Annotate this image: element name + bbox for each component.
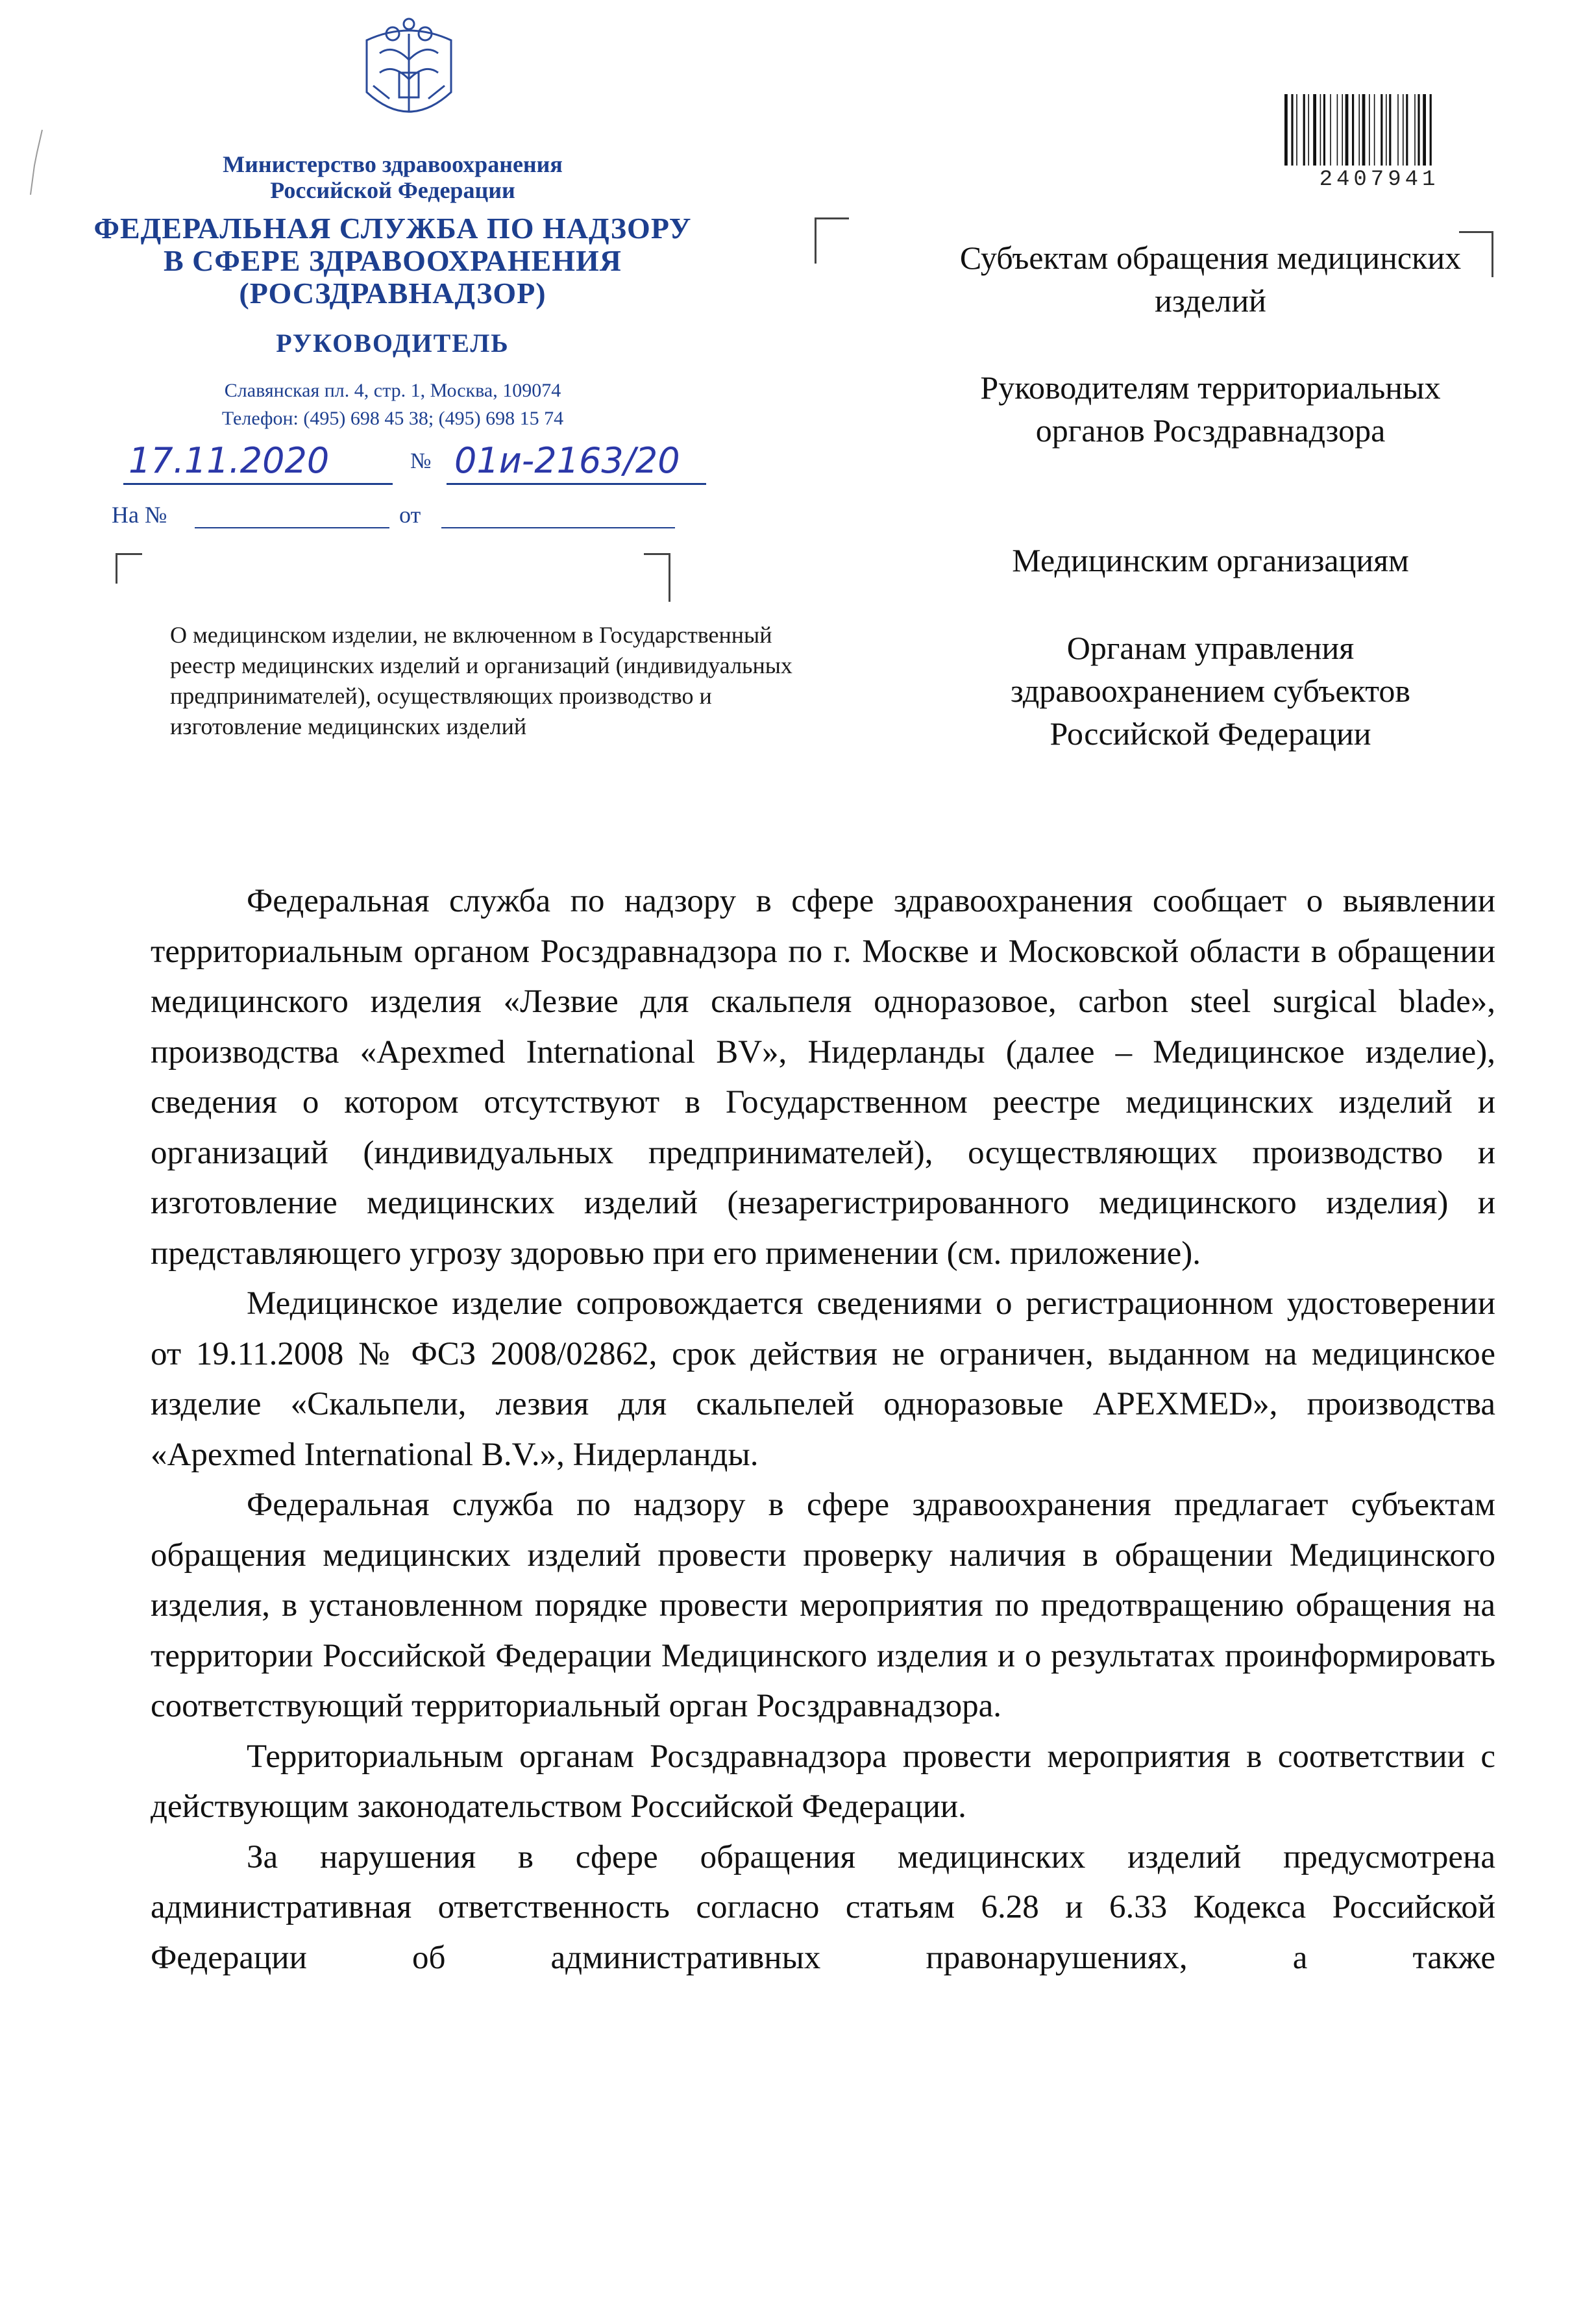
body-paragraph: Территориальным органам Росздравнадзора провести мероприятия в соответствии с действующим законодательством Российской Федерации. <box>151 1738 1495 1825</box>
addressee-item: Медицинским организациям <box>1012 542 1409 578</box>
body-paragraph: Федеральная служба по надзору в сфере здравоохранения сообщает о выявлении территориальным органом Росздравнадзора по г. Москве и Московской области в обращении медицинского изделия «Лезвие для скальпеля одноразовое, carbon steel surgical blade», производства «Apexmed International BV», Нидерланды (далее – Медицинское изделие), сведения о котором отсутствуют в Государственном реестре медицинских изделий и организаций (индивидуальных предпринимателей), осуществляющих производство и изготовление медицинских изделий (незарегистрированного медицинского изделия) и представляющего угрозу здоровью при его применении (см. приложение). <box>151 883 1495 1272</box>
letter-subject: О медицинском изделии, не включенном в Государственный реестр медицинских изделий и организаций (индивидуальных предпринимателей), осуществляющих производство и изготовление медицинских изделий <box>170 622 792 739</box>
ministry-line-1: Министерство здравоохранения <box>223 151 563 177</box>
number-underline <box>447 483 706 485</box>
letter-body <box>151 876 1495 1983</box>
barcode-number: 2407941 <box>1319 167 1440 192</box>
barcode-bar <box>1342 94 1343 166</box>
subject-corner-left <box>116 553 142 584</box>
addressee-item: Руководителям территориальных органов Росздравнадзора <box>980 369 1441 449</box>
reference-number-blank <box>195 527 389 528</box>
body-paragraph: Медицинское изделие сопровождается сведениями о регистрационном удостоверении от 19.11.2008 № ФСЗ 2008/02862, срок действия не ограничен, выданном на медицинское изделие «Скальпели, лезвия для скальпелей одноразовые APEXMED», производства «Apexmed International B.V.», Нидерланды. <box>151 1285 1495 1473</box>
addressee-item: Органам управления здравоохранением субъектов Российской Федерации <box>1010 630 1411 752</box>
barcode-bar <box>1313 94 1316 166</box>
service-name-line-3: (РОСЗДРАВНАДЗОР) <box>239 277 546 310</box>
reference-date-label: от <box>399 502 421 528</box>
barcode-bar <box>1320 94 1321 166</box>
barcode-bar <box>1330 94 1331 166</box>
date-underline <box>123 483 393 485</box>
service-name-line-1: ФЕДЕРАЛЬНАЯ СЛУЖБА ПО НАДЗОРУ <box>93 212 692 245</box>
addressee-corner-left <box>815 217 849 264</box>
head-title: РУКОВОДИТЕЛЬ <box>276 328 509 358</box>
barcode-bar <box>1369 94 1370 166</box>
barcode <box>1282 94 1477 166</box>
barcode-bar <box>1389 94 1391 166</box>
barcode-bar <box>1323 94 1325 166</box>
barcode-bar <box>1352 94 1354 166</box>
barcode-bar <box>1291 94 1293 166</box>
barcode-bar <box>1423 94 1426 166</box>
phone-numbers: Телефон: (495) 698 45 38; (495) 698 15 74 <box>221 408 564 429</box>
margin-pencil-mark <box>23 127 49 198</box>
barcode-bar <box>1303 94 1305 166</box>
barcode-bar <box>1296 94 1297 166</box>
barcode-bar <box>1337 94 1338 166</box>
barcode-bar <box>1414 94 1416 166</box>
reference-date-blank <box>441 527 675 528</box>
reference-number-label: На № <box>112 502 167 528</box>
coat-of-arms-icon <box>354 14 464 138</box>
barcode-bar <box>1345 94 1349 166</box>
barcode-bar <box>1308 94 1309 166</box>
ministry-line-2: Российской Федерации <box>270 177 515 203</box>
addressee-item: Субъектам обращения медицинских изделий <box>959 240 1462 319</box>
body-paragraph: Федеральная служба по надзору в сфере здравоохранения предлагает субъектам обращения медицинских изделий провести проверку наличия в обращении Медицинского изделия, в установленном порядке провести мероприятия по предотвращению обращения на территории Российской Федерации Медицинского изделия и о результатах проинформировать соответствующий территориальный орган Росздравнадзора. <box>151 1487 1495 1724</box>
subject-corner-right <box>644 553 670 602</box>
postal-address: Славянская пл. 4, стр. 1, Москва, 109074 <box>224 380 561 401</box>
body-paragraph: За нарушения в сфере обращения медицинских изделий предусмотрена административная ответственность согласно статьям 6.28 и 6.33 Кодекса Российской Федерации об административных правонарушениях, а также <box>151 1838 1495 1976</box>
outgoing-number: 01и-2163/20 <box>454 440 680 481</box>
barcode-bar <box>1403 94 1404 166</box>
barcode-bar <box>1386 94 1387 166</box>
barcode-bar <box>1418 94 1419 166</box>
number-sign: № <box>410 449 432 473</box>
barcode-bar <box>1430 94 1432 166</box>
barcode-bar <box>1374 94 1375 166</box>
barcode-bar <box>1362 94 1366 166</box>
barcode-bar <box>1397 94 1399 166</box>
outgoing-date: 17.11.2020 <box>129 440 330 481</box>
barcode-bar <box>1358 94 1360 166</box>
barcode-bar <box>1406 94 1408 166</box>
barcode-bar <box>1381 94 1382 166</box>
service-name-line-2: В СФЕРЕ ЗДРАВООХРАНЕНИЯ <box>164 244 622 277</box>
barcode-bar <box>1284 94 1288 166</box>
